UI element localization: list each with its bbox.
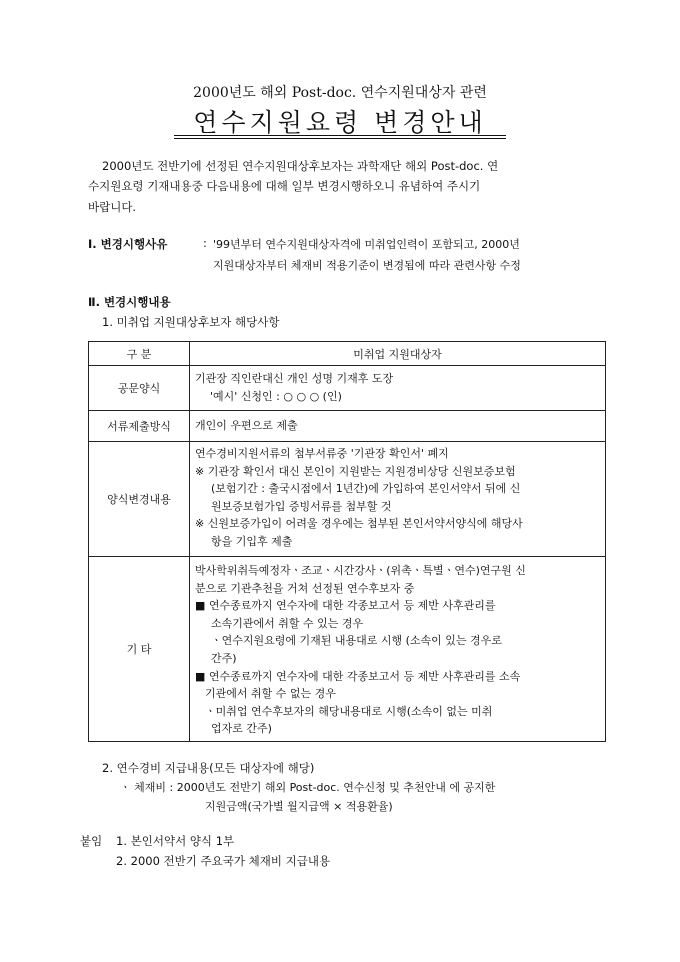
table-header-row bbox=[89, 342, 606, 366]
content-line: ㆍ미취업 연수후보자의 해당내용대로 시행(소속이 없는 미취 bbox=[205, 704, 493, 718]
section-2-subheading-2: 2. 연수경비 지급내용(모든 대상자에 해당) bbox=[102, 761, 315, 775]
table-row bbox=[89, 411, 606, 442]
content-line: ※ 신원보증가입이 어려울 경우에는 첨부된 본인서약서양식에 해당사 bbox=[195, 517, 523, 531]
attachment-item-2: 2. 2000 전반기 주요국가 체재비 지급내용 bbox=[116, 854, 331, 868]
table-row bbox=[89, 557, 606, 742]
intro-line-1: 2000년도 전반기에 선정된 연수지원대상후보자는 과학재단 해외 Post-doc. 연 bbox=[102, 159, 499, 173]
row-content-document-format bbox=[190, 366, 606, 411]
content-line: ■ 연수종료까지 연수자에 대한 각종보고서 등 제반 사후관리를 bbox=[195, 599, 496, 613]
content-line: 업자로 간주) bbox=[211, 722, 272, 736]
attachments-label: 붙임 bbox=[80, 834, 103, 848]
table-row bbox=[89, 366, 606, 411]
table-row bbox=[89, 442, 606, 557]
document-title: 연수지원요령 변경안내 bbox=[193, 108, 487, 137]
content-line: ■ 연수종료까지 연수자에 대한 각종보고서 등 제반 사후관리를 소속 bbox=[195, 669, 521, 683]
table-header-category: 구 분 bbox=[89, 342, 190, 366]
content-line: 항을 기입후 제출 bbox=[211, 534, 293, 548]
row-label-submission-method: 서류제출방식 bbox=[89, 411, 190, 442]
allowance-line-1: ㆍ 체재비 : 2000년도 전반기 해외 Post-doc. 연수신청 및 추천안내 에 공지한 bbox=[120, 781, 496, 794]
content-line: ※ 기관장 확인서 대신 본인이 지원받는 지원경비상당 신원보증보험 bbox=[195, 464, 516, 478]
title-underline bbox=[174, 138, 506, 139]
content-line: 연수경비지원서류의 첨부서류중 '기관장 확인서' 폐지 bbox=[195, 447, 449, 460]
content-line: 분으로 기관추천을 거쳐 선정된 연수후보자 중 bbox=[195, 581, 415, 595]
row-label-other: 기 타 bbox=[89, 557, 190, 742]
section-1-colon: : bbox=[203, 236, 207, 250]
document-subtitle: 2000년도 해외 Post-doc. 연수지원대상자 관련 bbox=[193, 85, 487, 101]
intro-line-2: 수지원요령 기재내용중 다음내용에 대해 일부 변경시행하오니 유념하여 주시기 bbox=[88, 179, 481, 193]
row-content-other bbox=[190, 557, 606, 742]
changes-table bbox=[88, 341, 606, 742]
row-label-document-format: 공문양식 bbox=[89, 366, 190, 411]
content-line: 기관에서 취할 수 없는 경우 bbox=[205, 687, 336, 701]
section-1-heading: Ⅰ. 변경시행사유 bbox=[88, 237, 168, 251]
section-2-subheading-1: 1. 미취업 지원대상후보자 해당사항 bbox=[102, 315, 280, 329]
section-1-reason-line-1: '99년부터 연수지원대상자격에 미취업인력이 포함되고, 2000년 bbox=[213, 238, 520, 251]
title-underline bbox=[174, 135, 506, 136]
row-label-form-changes: 양식변경내용 bbox=[89, 442, 190, 557]
attachment-item-1: 1. 본인서약서 양식 1부 bbox=[116, 834, 235, 848]
content-line: 원보증보험가입 증빙서류를 첨부할 것 bbox=[211, 499, 392, 513]
content-line: (보험기간 : 출국시점에서 1년간)에 가입하여 본인서약서 뒤에 신 bbox=[211, 482, 521, 496]
allowance-line-2: 지원금액(국가별 월지급액 × 적용환율) bbox=[205, 800, 393, 813]
row-content-submission-method bbox=[190, 411, 606, 442]
content-line: 간주) bbox=[211, 651, 237, 665]
content-line: ㆍ연수지원요령에 기재된 내용대로 시행 (소속이 있는 경우로 bbox=[211, 634, 502, 648]
table-header-unemployed: 미취업 지원대상자 bbox=[190, 342, 606, 366]
row-content-form-changes bbox=[190, 442, 606, 557]
content-line: 개인이 우편으로 제출 bbox=[195, 419, 298, 433]
section-2-heading: Ⅱ. 변경시행내용 bbox=[88, 295, 171, 309]
intro-line-3: 바랍니다. bbox=[88, 200, 137, 214]
section-1-reason-line-2: 지원대상자부터 체재비 적용기준이 변경됨에 따라 관련사항 수정 bbox=[213, 259, 521, 272]
content-line: '예시' 신청인 : ○ ○ ○ (인) bbox=[210, 389, 342, 403]
content-line: 소속기관에서 취할 수 있는 경우 bbox=[211, 616, 364, 630]
content-line: 기관장 직인란대신 개인 성명 기재후 도장 bbox=[195, 372, 394, 385]
content-line: 박사학위취득예정자ㆍ조교ㆍ시간강사ㆍ(위촉ㆍ특별ㆍ연수)연구원 신 bbox=[195, 564, 526, 577]
